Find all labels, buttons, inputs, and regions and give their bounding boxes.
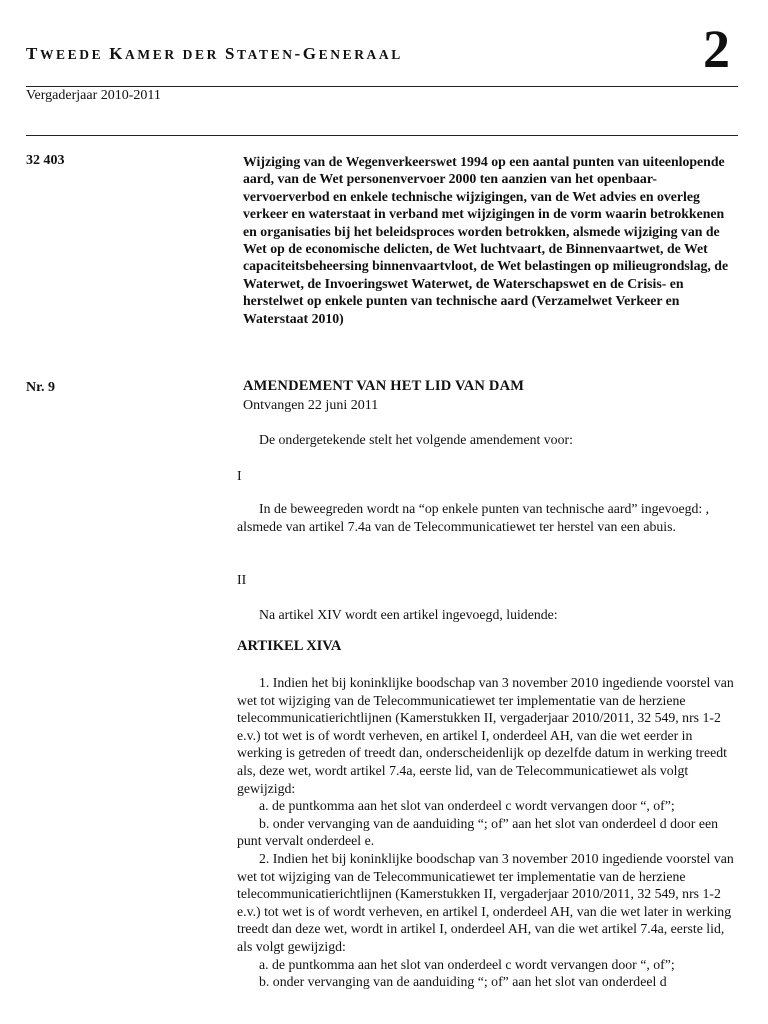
title-rest: TATEN bbox=[237, 47, 295, 62]
session-year: Vergaderjaar 2010-2011 bbox=[26, 88, 161, 103]
article-paragraph-1b: b. onder vervanging van de aanduiding “; of” aan het slot van onderdeel d door een punt vervalt onderdeel e. bbox=[237, 815, 718, 849]
article-body bbox=[237, 674, 735, 991]
document-number: Nr. 9 bbox=[26, 380, 56, 395]
section-1-paragraph: In de beweegreden wordt na “op enkele punten van technische aard” ingevoegd: , alsmede van artikel 7.4a van de Telecommunicatiewet ter herstel van een abuis. bbox=[237, 501, 710, 534]
title-rest: DER bbox=[182, 47, 219, 62]
article-paragraph-2b: b. onder vervanging van de aanduiding “; of” aan het slot van onderdeel d bbox=[259, 974, 667, 990]
kamerstuk-number: 32 403 bbox=[26, 153, 65, 168]
intro-paragraph: De ondergetekende stelt het volgende amendement voor: bbox=[259, 432, 573, 447]
received-date: Ontvangen 22 juni 2011 bbox=[243, 398, 379, 413]
article-heading: ARTIKEL XIVA bbox=[237, 638, 342, 654]
bill-title: Wijziging van de Wegenverkeerswet 1994 op een aantal punten van uiteenlopende aard, van de Wet personenvervoer 2000 ten aanzien van het openbaar-vervoerverbod en enkele technische wijzigingen, van de Wet advies en overleg verkeer en waterstaat in verband met wijzigingen in de vorm waarin betrokkenen en organisaties bij het beleidsproces worden betrokken, alsmede wijziging van de Wet op de economische delicten, de Wet luchtvaart, de Binnenvaartwet, de Wet capaciteitsbeheersing binnenvaartvloot, de Wet belastingen op milieugrondslag, de Waterwet, de Invoeringswet Waterwet, de Waterschapswet en de Crisis- en herstelwet op enkele punten van technische aard (Verzamelwet Verkeer en Waterstaat 2010) bbox=[243, 154, 729, 326]
title-cap: -G bbox=[294, 44, 319, 63]
article-paragraph-1a: a. de puntkomma aan het slot van onderdeel c wordt vervangen door “, of”; bbox=[259, 798, 675, 814]
section-2-paragraph: Na artikel XIV wordt een artikel ingevoegd, luidende: bbox=[259, 607, 558, 622]
title-cap: T bbox=[26, 44, 40, 63]
title-rest: ENERAAL bbox=[318, 47, 403, 62]
title-rest: AMER bbox=[125, 47, 177, 62]
article-paragraph-2a: a. de puntkomma aan het slot van onderdeel c wordt vervangen door “, of”; bbox=[259, 956, 675, 972]
section-label-1: I bbox=[237, 468, 242, 483]
section-rule bbox=[26, 135, 738, 136]
article-paragraph-2: 2. Indien het bij koninklijke boodschap van 3 november 2010 ingediende voorstel van wet tot wijziging van de Telecommunicatiewet ter implementatie van de herziene telecommunicatierichtlijnen (Kamerstukken II, vergaderjaar 2010/2011, 32 549, nrs 1-2 e.v.) tot wet is of wordt verheven, en artikel I, onderdeel AH, van die wet later in werking treedt dan deze wet, wordt in artikel I, onderdeel AH, van die wet artikel 7.4a, eerste lid, als volgt gewijzigd: bbox=[237, 850, 734, 954]
title-cap: K bbox=[109, 44, 126, 63]
header-rule bbox=[26, 86, 738, 87]
issue-number: 2 bbox=[703, 19, 730, 79]
article-paragraph-1: 1. Indien het bij koninklijke boodschap van 3 november 2010 ingediende voorstel van wet tot wijziging van de Telecommunicatiewet ter implementatie van de herziene telecommunicatierichtlijnen (Kamerstukken II, vergaderjaar 2010/2011, 32 549, nrs 1-2 e.v.) tot wet is of wordt verheven, en artikel I, onderdeel AH, van die wet eerder in werking is getreden of treedt dan, onderscheidenlijk op dezelfde datum in werking treedt als, deze wet, wordt artikel 7.4a, eerste lid, van de Telecommunicatiewet als volgt gewijzigd: bbox=[237, 675, 734, 796]
chamber-title bbox=[26, 44, 403, 64]
amendment-title: AMENDEMENT VAN HET LID VAN DAM bbox=[243, 378, 525, 394]
section-label-2: II bbox=[237, 572, 247, 587]
title-rest: WEEDE bbox=[39, 47, 104, 62]
title-cap: S bbox=[224, 44, 238, 63]
